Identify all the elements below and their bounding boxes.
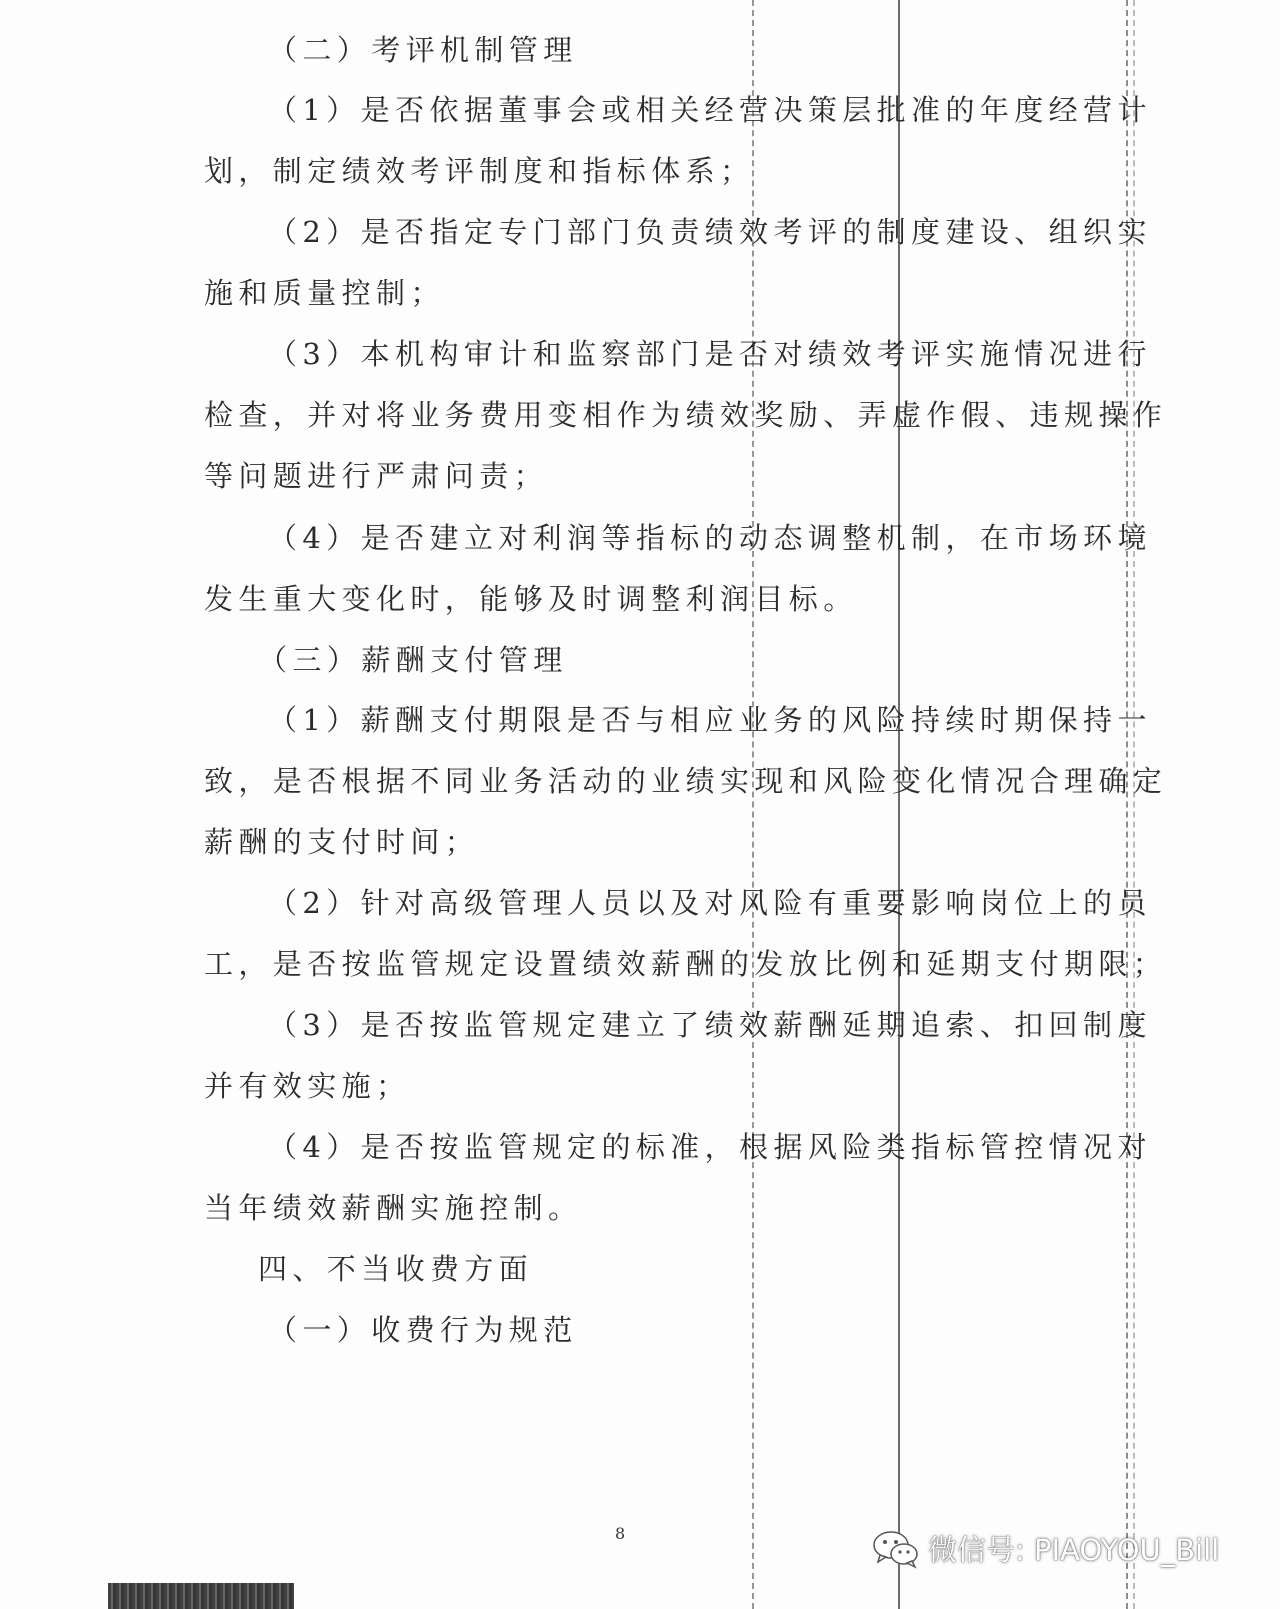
section-heading: 四、不当收费方面: [258, 1252, 534, 1286]
page-number: 8: [615, 1524, 626, 1543]
paragraph-line: 发生重大变化时，能够及时调整利润目标。: [204, 582, 858, 616]
paragraph-line: （3）是否按监管规定建立了绩效薪酬延期追索、扣回制度: [268, 1008, 1152, 1042]
watermark-text: 微信号: PIAOYOU_Bill: [928, 1533, 1220, 1567]
paragraph-line: （1）薪酬支付期限是否与相应业务的风险持续时期保持一: [268, 703, 1152, 737]
paragraph-line: 划，制定绩效考评制度和指标体系；: [204, 154, 755, 188]
section-heading: （三）薪酬支付管理: [258, 643, 568, 677]
wechat-icon: [872, 1529, 920, 1569]
paragraph-line: 薪酬的支付时间；: [204, 825, 480, 859]
section-heading: （二）考评机制管理: [268, 33, 578, 67]
scan-artifact-blot: [108, 1583, 294, 1609]
paragraph-line: 施和质量控制；: [204, 276, 445, 310]
paragraph-line: 检查，并对将业务费用变相作为绩效奖励、弄虚作假、违规操作: [204, 398, 1168, 432]
paragraph-line: 工，是否按监管规定设置绩效薪酬的发放比例和延期支付期限；: [204, 947, 1168, 981]
paragraph-line: 当年绩效薪酬实施控制。: [204, 1191, 583, 1225]
paragraph-line: （4）是否建立对利润等指标的动态调整机制，在市场环境: [268, 521, 1152, 555]
paragraph-line: （2）是否指定专门部门负责绩效考评的制度建设、组织实: [268, 215, 1152, 249]
wechat-watermark: [872, 1528, 1219, 1569]
section-heading: （一）收费行为规范: [268, 1313, 578, 1347]
paragraph-line: （1）是否依据董事会或相关经营决策层批准的年度经营计: [268, 93, 1152, 127]
paragraph-line: （4）是否按监管规定的标准，根据风险类指标管控情况对: [268, 1130, 1152, 1164]
paragraph-line: 等问题进行严肃问责；: [204, 459, 549, 493]
paragraph-line: （2）针对高级管理人员以及对风险有重要影响岗位上的员: [268, 886, 1152, 920]
paragraph-line: 致，是否根据不同业务活动的业绩实现和风险变化情况合理确定: [204, 764, 1168, 798]
paragraph-line: （3）本机构审计和监察部门是否对绩效考评实施情况进行: [268, 337, 1152, 371]
paragraph-line: 并有效实施；: [204, 1069, 411, 1103]
